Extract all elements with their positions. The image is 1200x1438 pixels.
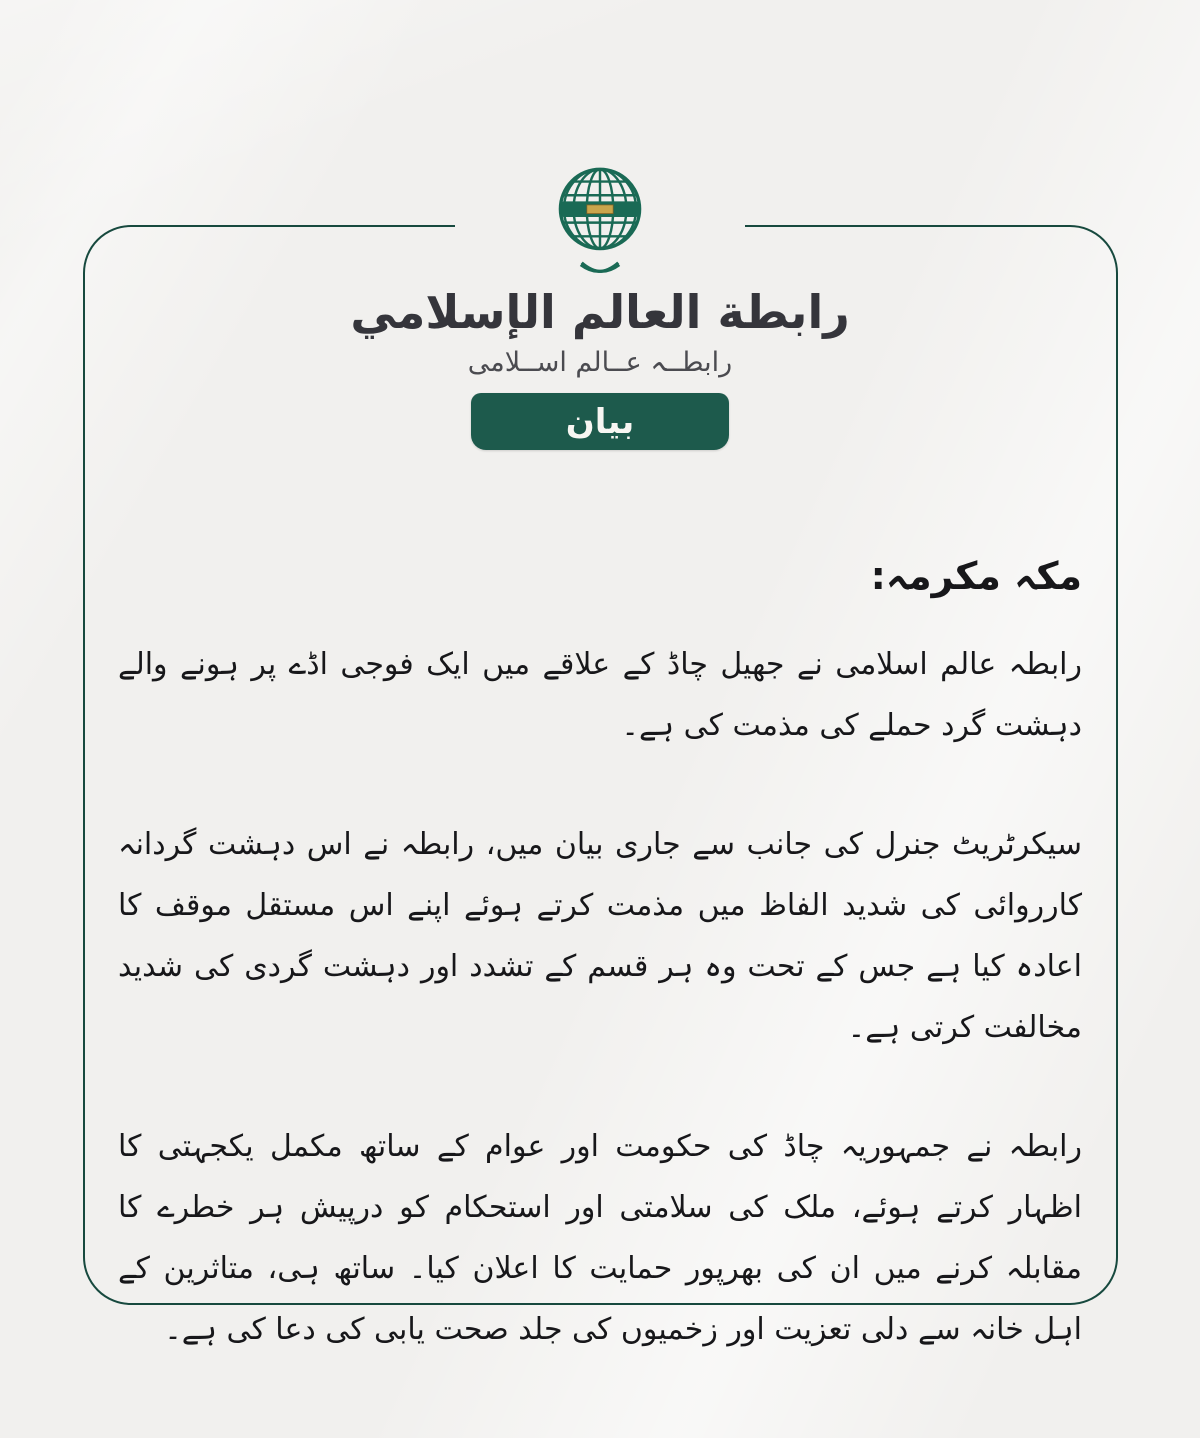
header — [0, 143, 1200, 450]
laurel-wreath-globe-icon — [529, 142, 671, 284]
mwl-logo — [455, 143, 745, 283]
statement-banner — [471, 393, 729, 450]
statement-paragraph: رابطہ نے جمہوریہ چاڈ کی حکومت اور عوام کے ساتھ مکمل یکجہتی کا اظہار کرتے ہوئے، ملک کی سلامتی اور استحکام کو درپیش ہر خطرے کا مقابلہ کرنے میں ان کی بھرپور حمایت کا اعلان کیا۔ ساتھ ہی، متاثرین کے اہل خانہ سے دلی تعزیت اور زخمیوں کی جلد صحت یابی کی دعا کی ہے۔ — [118, 1129, 1082, 1347]
dateline: مکہ مکرمہ: — [870, 554, 1082, 598]
statement-paragraph: رابطہ عالم اسلامی نے جھیل چاڈ کے علاقے میں ایک فوجی اڈے پر ہونے والے دہشت گرد حملے کی مذمت کی ہے۔ — [118, 647, 1082, 743]
banner-label: بیان — [565, 401, 635, 442]
wreath-stems — [581, 263, 620, 272]
gold-rectangle — [587, 205, 613, 214]
statement-body — [118, 548, 1082, 1360]
org-name-urdu: رابطــہ عــالم اســلامی — [467, 347, 733, 378]
statement-paragraph: سیکرٹریٹ جنرل کی جانب سے جاری بیان میں، رابطہ نے اس دہشت گردانہ کارروائی کی شدید الفاظ میں مذمت کرتے ہوئے اپنے اس مستقل موقف کا اعادہ کیا ہے جس کے تحت وہ ہر قسم کے تشدد اور دہشت گردی کی شدید مخالفت کرتی ہے۔ — [118, 827, 1082, 1045]
org-name-arabic-calligraphy: رابطة العالم الإسلامي — [350, 285, 850, 339]
